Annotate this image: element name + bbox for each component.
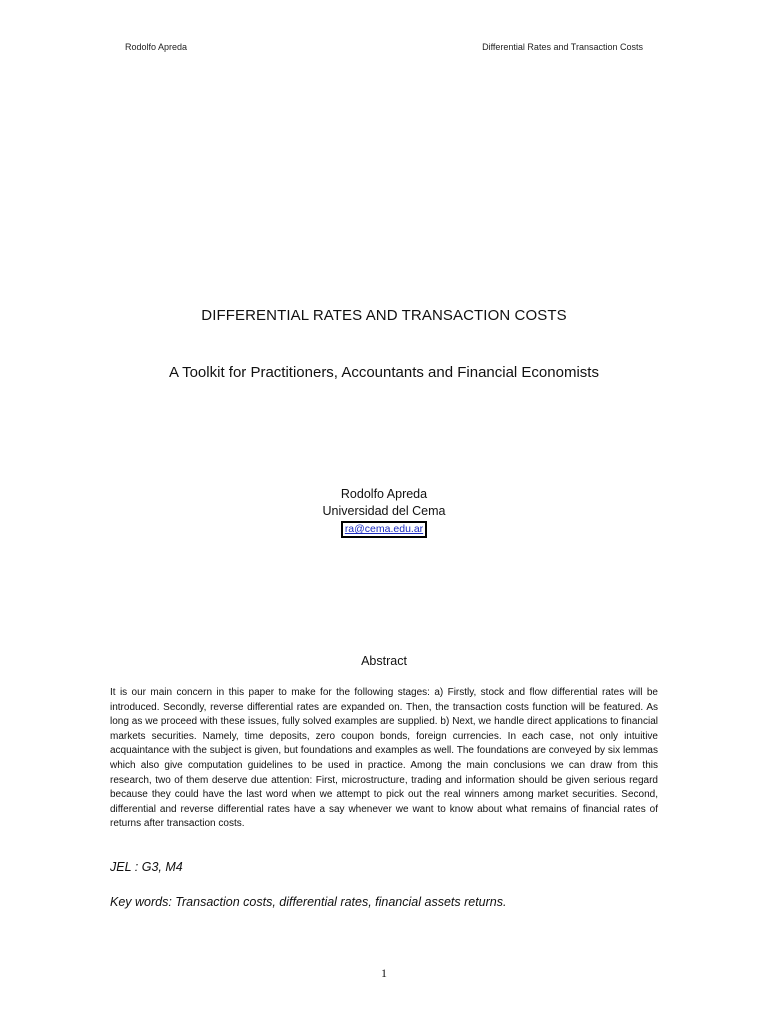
paper-subtitle: A Toolkit for Practitioners, Accountants and Financial Economists bbox=[169, 364, 599, 381]
author-email-link[interactable]: ra@cema.edu.ar bbox=[344, 523, 424, 535]
running-header-author: Rodolfo Apreda bbox=[125, 42, 188, 52]
jel-classification: JEL : G3, M4 bbox=[110, 860, 183, 874]
author-affiliation: Universidad del Cema bbox=[322, 504, 446, 518]
page-number: 1 bbox=[381, 966, 387, 980]
paper-title: DIFFERENTIAL RATES AND TRANSACTION COSTS bbox=[201, 307, 567, 324]
keywords: Key words: Transaction costs, differential rates, financial assets returns. bbox=[110, 895, 507, 909]
abstract-heading: Abstract bbox=[361, 654, 407, 668]
running-header-title: Differential Rates and Transaction Costs bbox=[482, 42, 643, 52]
abstract-body: It is our main concern in this paper to make for the following stages: a) Firstly, stock and flow differential rates will be introduced. Secondly, reverse differential rates are expanded on. Then, the transaction costs function will be featured. As long as we proceed with these issues, fully solved examples are supplied. b) Next, we handle direct applications to financial markets securities. Namely, time deposits, zero coupon bonds, foreign currencies. In each case, not only intuitive acquaintance with the subject is given, but foundations and examples as well. The foundations are conveyed by six lemmas which also give computation guidelines to be used in practice. Among the main conclusions we can draw from this research, two of them deserve due attention: First, microstructure, trading and information should be given serious regard because they could have the last word when we attempt to pick out the real winners among market securities. Second, differential and reverse differential rates have a say whenever we want to know about what remains of financial rates of returns after transaction costs. bbox=[110, 687, 658, 830]
author-name: Rodolfo Apreda bbox=[340, 487, 428, 501]
author-block bbox=[0, 486, 768, 538]
author-email-box bbox=[341, 521, 427, 538]
